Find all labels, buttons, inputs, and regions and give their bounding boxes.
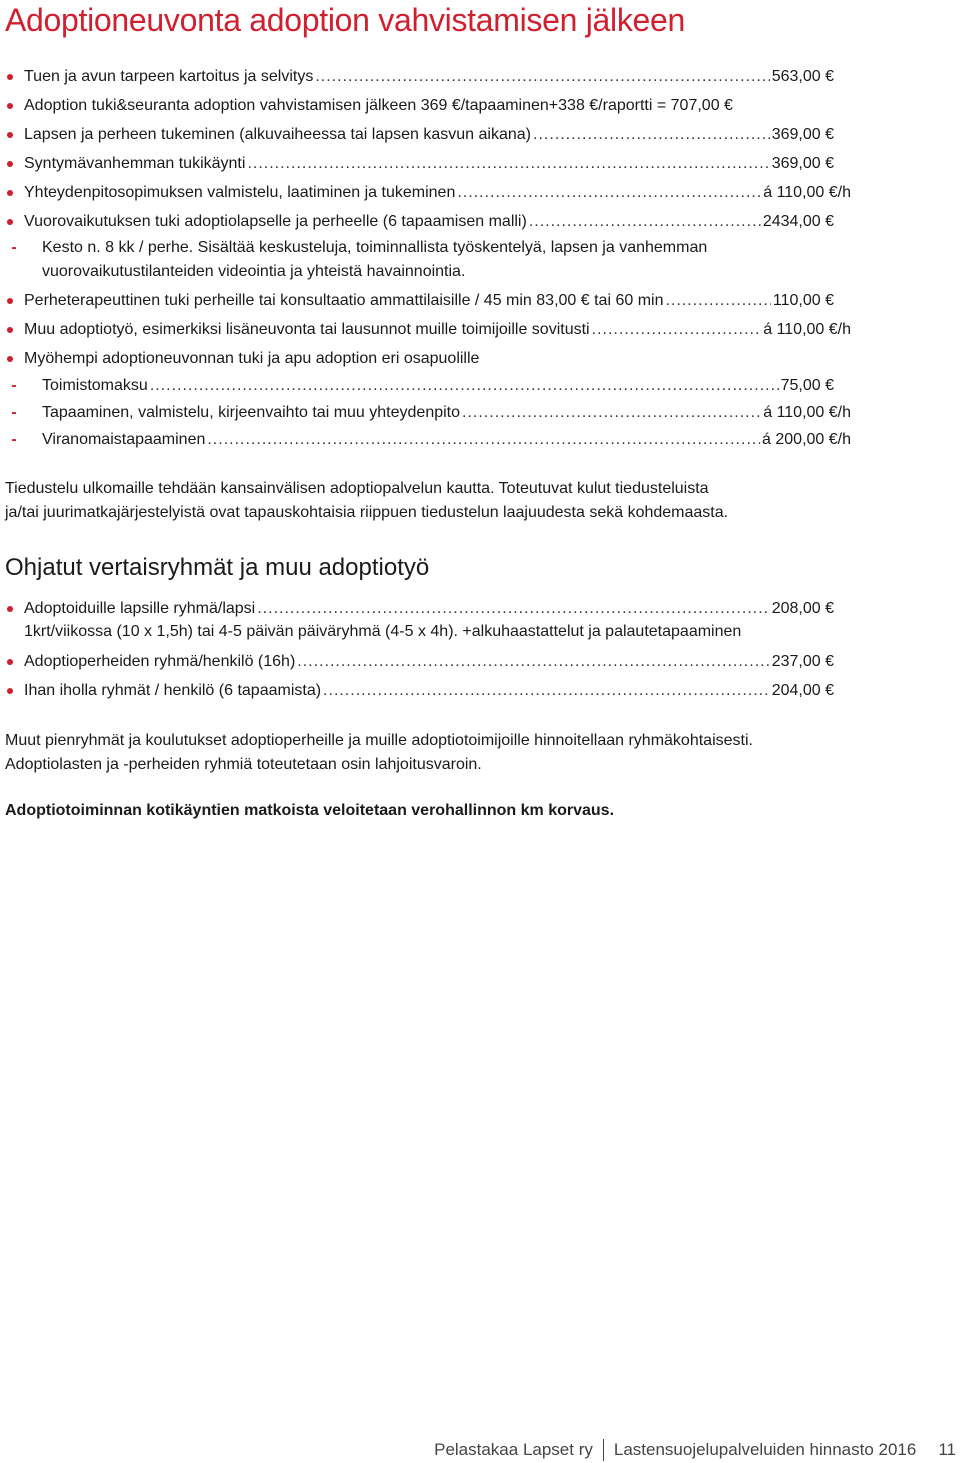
bullet-icon bbox=[7, 356, 13, 362]
item-label: Adoption tuki&seuranta adoption vahvistamisen jälkeen 369 €/tapaaminen+338 €/raportti = 707,00 € bbox=[24, 97, 733, 114]
list-item bbox=[0, 149, 960, 178]
item-price: á 110,00 €/h bbox=[763, 321, 851, 338]
item-label: Syntymävanhemman tukikäynti bbox=[24, 155, 246, 172]
page-number: 11 bbox=[938, 1440, 956, 1459]
dash-marker: - bbox=[11, 404, 17, 421]
item-label: Perheterapeuttinen tuki perheille tai konsultaatio ammattilaisille / 45 min 83,00 € tai 60 min bbox=[24, 292, 664, 309]
footer-doc-title: Lastensuojelupalveluiden hinnasto 2016 bbox=[613, 1440, 917, 1459]
dash-marker: - bbox=[11, 377, 17, 394]
list-item bbox=[0, 62, 960, 91]
item-label: Adoptoiduille lapsille ryhmä/lapsi bbox=[24, 600, 256, 617]
bold-note: Adoptiotoiminnan kotikäyntien matkoista veloitetaan verohallinnon km korvaus. bbox=[5, 802, 615, 819]
item-note: 1krt/viikossa (10 x 1,5h) tai 4-5 päivän päiväryhmä (4-5 x 4h). +alkuhaastattelut ja palautetapaaminen bbox=[24, 623, 742, 640]
bullet-icon bbox=[7, 74, 13, 80]
bullet-icon bbox=[7, 327, 13, 333]
group-price-list bbox=[0, 594, 960, 623]
item-price: 237,00 € bbox=[771, 653, 834, 670]
item-label: Ihan iholla ryhmät / henkilö (6 tapaamista) bbox=[24, 682, 322, 699]
sub-item-list bbox=[0, 372, 960, 453]
list-item bbox=[0, 120, 960, 149]
dot-leader bbox=[150, 372, 779, 399]
item-label: Toimistomaksu bbox=[42, 377, 148, 394]
bullet-icon bbox=[7, 219, 13, 225]
bullet-icon bbox=[7, 190, 13, 196]
item-label: Myöhempi adoptioneuvonnan tuki ja apu adoption eri osapuolille bbox=[24, 350, 480, 367]
item-price: á 110,00 €/h bbox=[763, 404, 851, 421]
item-price: á 110,00 €/h bbox=[763, 184, 851, 201]
dot-leader bbox=[257, 594, 769, 623]
service-price-list-2 bbox=[0, 286, 960, 373]
sub-list-item bbox=[0, 372, 960, 399]
bullet-icon bbox=[7, 688, 13, 694]
info-paragraph: Muut pienryhmät ja koulutukset adoptioperheille ja muille adoptiotoimijoille hinnoitellaan ryhmäkohtaisesti. Adoptiolasten ja -perheiden ryhmiä toteutetaan osin lahjoitusvaroin. bbox=[5, 732, 753, 773]
list-item bbox=[0, 676, 960, 705]
dot-leader bbox=[665, 286, 770, 315]
service-price-list bbox=[0, 62, 960, 236]
sub-list-item bbox=[0, 399, 960, 426]
footer-divider bbox=[603, 1439, 604, 1461]
item-price: á 200,00 €/h bbox=[762, 431, 851, 448]
item-price: 369,00 € bbox=[771, 126, 834, 143]
list-item bbox=[0, 647, 960, 676]
item-note: Kesto n. 8 kk / perhe. Sisältää keskusteluja, toiminnallista työskentelyä, lapsen ja vanhemman vuorovaikutustilanteiden videointia ja yhteistä havainnointia. bbox=[42, 239, 708, 280]
bullet-icon bbox=[7, 659, 13, 665]
info-paragraph: Tiedustelu ulkomaille tehdään kansainvälisen adoptiopalvelun kautta. Toteutuvat kulut tiedusteluista ja/tai juurimatkajärjestelyistä ovat tapauskohtaisia riippuen tiedustelun laajuudesta sekä kohdemaasta. bbox=[5, 480, 729, 521]
item-price: 369,00 € bbox=[771, 155, 834, 172]
list-item bbox=[0, 286, 960, 315]
list-item bbox=[0, 315, 960, 344]
dot-leader bbox=[462, 399, 761, 426]
list-item bbox=[0, 344, 960, 373]
dash-marker: - bbox=[11, 239, 17, 256]
item-label: Adoptioperheiden ryhmä/henkilö (16h) bbox=[24, 653, 296, 670]
bullet-icon bbox=[7, 298, 13, 304]
item-price: 208,00 € bbox=[771, 600, 834, 617]
item-price: 204,00 € bbox=[771, 682, 834, 699]
item-label: Tuen ja avun tarpeen kartoitus ja selvitys bbox=[24, 68, 314, 85]
sub-list-item bbox=[0, 426, 960, 453]
list-item bbox=[0, 594, 960, 623]
item-label: Vuorovaikutuksen tuki adoptiolapselle ja perheelle (6 tapaamisen malli) bbox=[24, 213, 527, 230]
bullet-icon bbox=[7, 132, 13, 138]
dot-leader bbox=[247, 149, 769, 178]
item-price: 563,00 € bbox=[771, 68, 834, 85]
bullet-icon bbox=[7, 103, 13, 109]
group-price-list-2 bbox=[0, 647, 960, 705]
page-footer bbox=[434, 1437, 960, 1463]
list-item bbox=[0, 207, 960, 236]
item-label: Tapaaminen, valmistelu, kirjeenvaihto tai muu yhteydenpito bbox=[42, 404, 461, 421]
item-label: Yhteydenpitosopimuksen valmistelu, laatiminen ja tukeminen bbox=[24, 184, 456, 201]
section-heading: Ohjatut vertaisryhmät ja muu adoptiotyö bbox=[5, 554, 430, 581]
item-label: Lapsen ja perheen tukeminen (alkuvaiheessa tai lapsen kasvun aikana) bbox=[24, 126, 531, 143]
dash-marker: - bbox=[11, 431, 17, 448]
dot-leader bbox=[207, 426, 760, 453]
dot-leader bbox=[529, 207, 761, 236]
dot-leader bbox=[457, 178, 761, 207]
item-label: Viranomaistapaaminen bbox=[42, 431, 206, 448]
item-label: Muu adoptiotyö, esimerkiksi lisäneuvonta tai lausunnot muille toimijoille sovitusti bbox=[24, 321, 590, 338]
item-price: 75,00 € bbox=[780, 377, 834, 394]
item-price: 2434,00 € bbox=[762, 213, 834, 230]
dot-leader bbox=[533, 120, 770, 149]
dot-leader bbox=[297, 647, 769, 676]
item-price: 110,00 € bbox=[772, 292, 834, 309]
footer-org: Pelastakaa Lapset ry bbox=[434, 1440, 593, 1459]
list-item bbox=[0, 91, 960, 120]
bullet-icon bbox=[7, 161, 13, 167]
page-title: Adoptioneuvonta adoption vahvistamisen jälkeen bbox=[5, 2, 686, 38]
dot-leader bbox=[323, 676, 770, 705]
dot-leader bbox=[592, 315, 762, 344]
bullet-icon bbox=[7, 606, 13, 612]
list-item bbox=[0, 178, 960, 207]
dot-leader bbox=[315, 62, 769, 91]
